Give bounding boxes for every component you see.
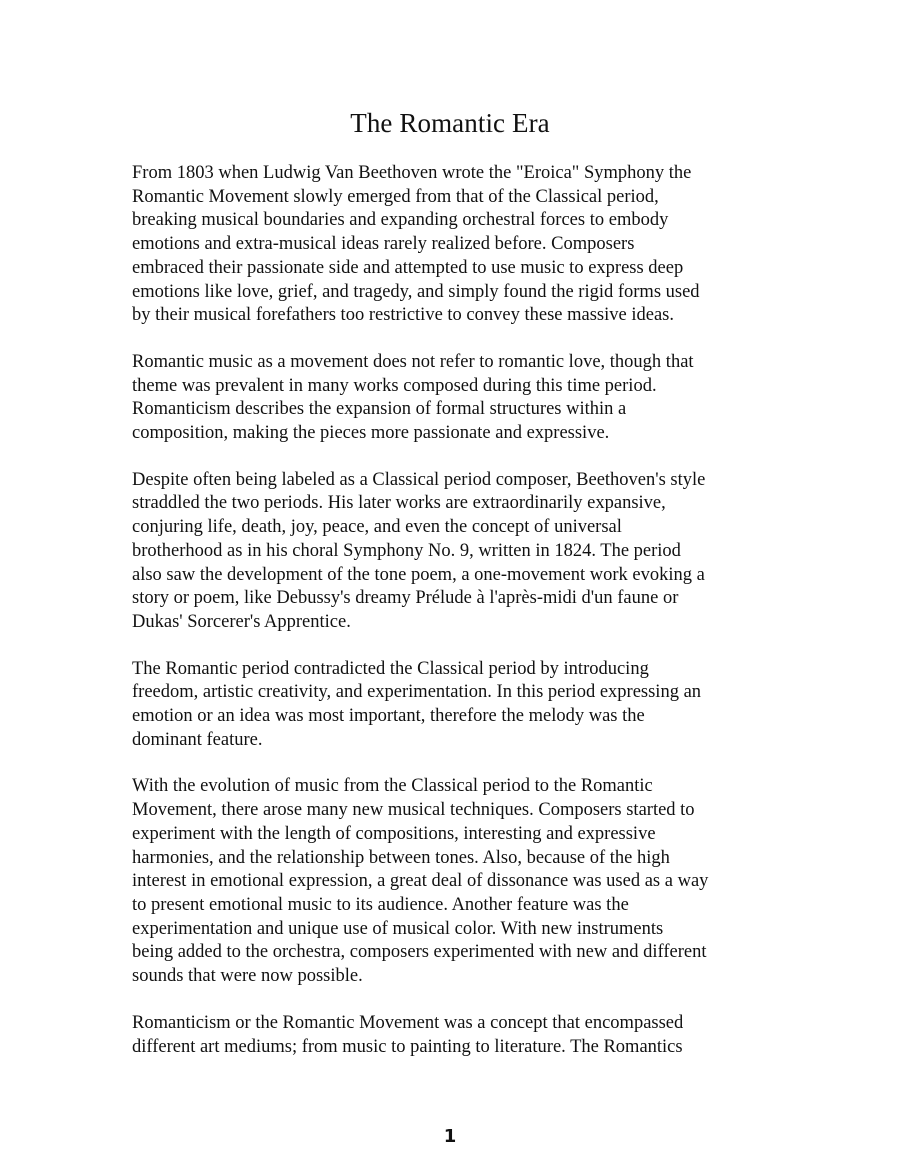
page-number: 1 bbox=[443, 1126, 457, 1147]
text-line: Despite often being labeled as a Classical period composer, Beethoven's style bbox=[132, 469, 706, 490]
text-line: Romanticism describes the expansion of formal structures within a bbox=[132, 399, 627, 420]
text-line: composition, making the pieces more passionate and expressive. bbox=[132, 423, 610, 444]
text-line: emotions and extra-musical ideas rarely realized before. Composers bbox=[132, 234, 635, 255]
text-line: to present emotional music to its audience. Another feature was the bbox=[132, 894, 629, 915]
text-line: Romantic music as a movement does not refer to romantic love, though that bbox=[132, 351, 694, 372]
text-line: straddled the two periods. His later works are extraordinarily expansive, bbox=[132, 493, 666, 514]
text-line: Movement, there arose many new musical techniques. Composers started to bbox=[132, 800, 695, 821]
paragraph-6 bbox=[132, 1012, 772, 1059]
text-line: sounds that were now possible. bbox=[132, 966, 363, 987]
text-line: by their musical forefathers too restrictive to convey these massive ideas. bbox=[132, 305, 674, 326]
text-line: conjuring life, death, joy, peace, and even the concept of universal bbox=[132, 517, 622, 538]
text-line: story or poem, like Debussy's dreamy Prélude à l'après-midi d'un faune or bbox=[132, 588, 679, 609]
document-body bbox=[132, 162, 772, 1082]
paragraph-5 bbox=[132, 775, 772, 988]
text-line: embraced their passionate side and attempted to use music to express deep bbox=[132, 257, 684, 278]
text-line: experimentation and unique use of musical color. With new instruments bbox=[132, 918, 664, 939]
text-line: interest in emotional expression, a great deal of dissonance was used as a way bbox=[132, 871, 709, 892]
paragraph-1 bbox=[132, 162, 772, 328]
text-line: theme was prevalent in many works composed during this time period. bbox=[132, 375, 657, 396]
text-line: emotion or an idea was most important, therefore the melody was the bbox=[132, 706, 645, 727]
text-line: harmonies, and the relationship between tones. Also, because of the high bbox=[132, 847, 670, 868]
text-line: Dukas' Sorcerer's Apprentice. bbox=[132, 611, 351, 632]
text-line: also saw the development of the tone poem, a one-movement work evoking a bbox=[132, 564, 705, 585]
text-line: experiment with the length of compositions, interesting and expressive bbox=[132, 823, 656, 844]
text-line: With the evolution of music from the Classical period to the Romantic bbox=[132, 776, 653, 797]
page-title: The Romantic Era bbox=[350, 108, 550, 138]
text-line: Romantic Movement slowly emerged from that of the Classical period, bbox=[132, 186, 659, 207]
text-line: being added to the orchestra, composers experimented with new and different bbox=[132, 942, 707, 963]
paragraph-3 bbox=[132, 469, 772, 635]
text-line: different art mediums; from music to painting to literature. The Romantics bbox=[132, 1036, 683, 1057]
text-line: emotions like love, grief, and tragedy, and simply found the rigid forms used bbox=[132, 281, 700, 302]
text-line: Romanticism or the Romantic Movement was a concept that encompassed bbox=[132, 1012, 684, 1033]
text-line: brotherhood as in his choral Symphony No. 9, written in 1824. The period bbox=[132, 540, 681, 561]
text-line: The Romantic period contradicted the Classical period by introducing bbox=[132, 658, 649, 679]
text-line: freedom, artistic creativity, and experimentation. In this period expressing an bbox=[132, 682, 702, 703]
paragraph-2 bbox=[132, 351, 772, 446]
text-line: From 1803 when Ludwig Van Beethoven wrote the "Eroica" Symphony the bbox=[132, 163, 692, 183]
paragraph-4 bbox=[132, 658, 772, 753]
text-line: dominant feature. bbox=[132, 729, 263, 750]
text-line: breaking musical boundaries and expanding orchestral forces to embody bbox=[132, 210, 669, 231]
